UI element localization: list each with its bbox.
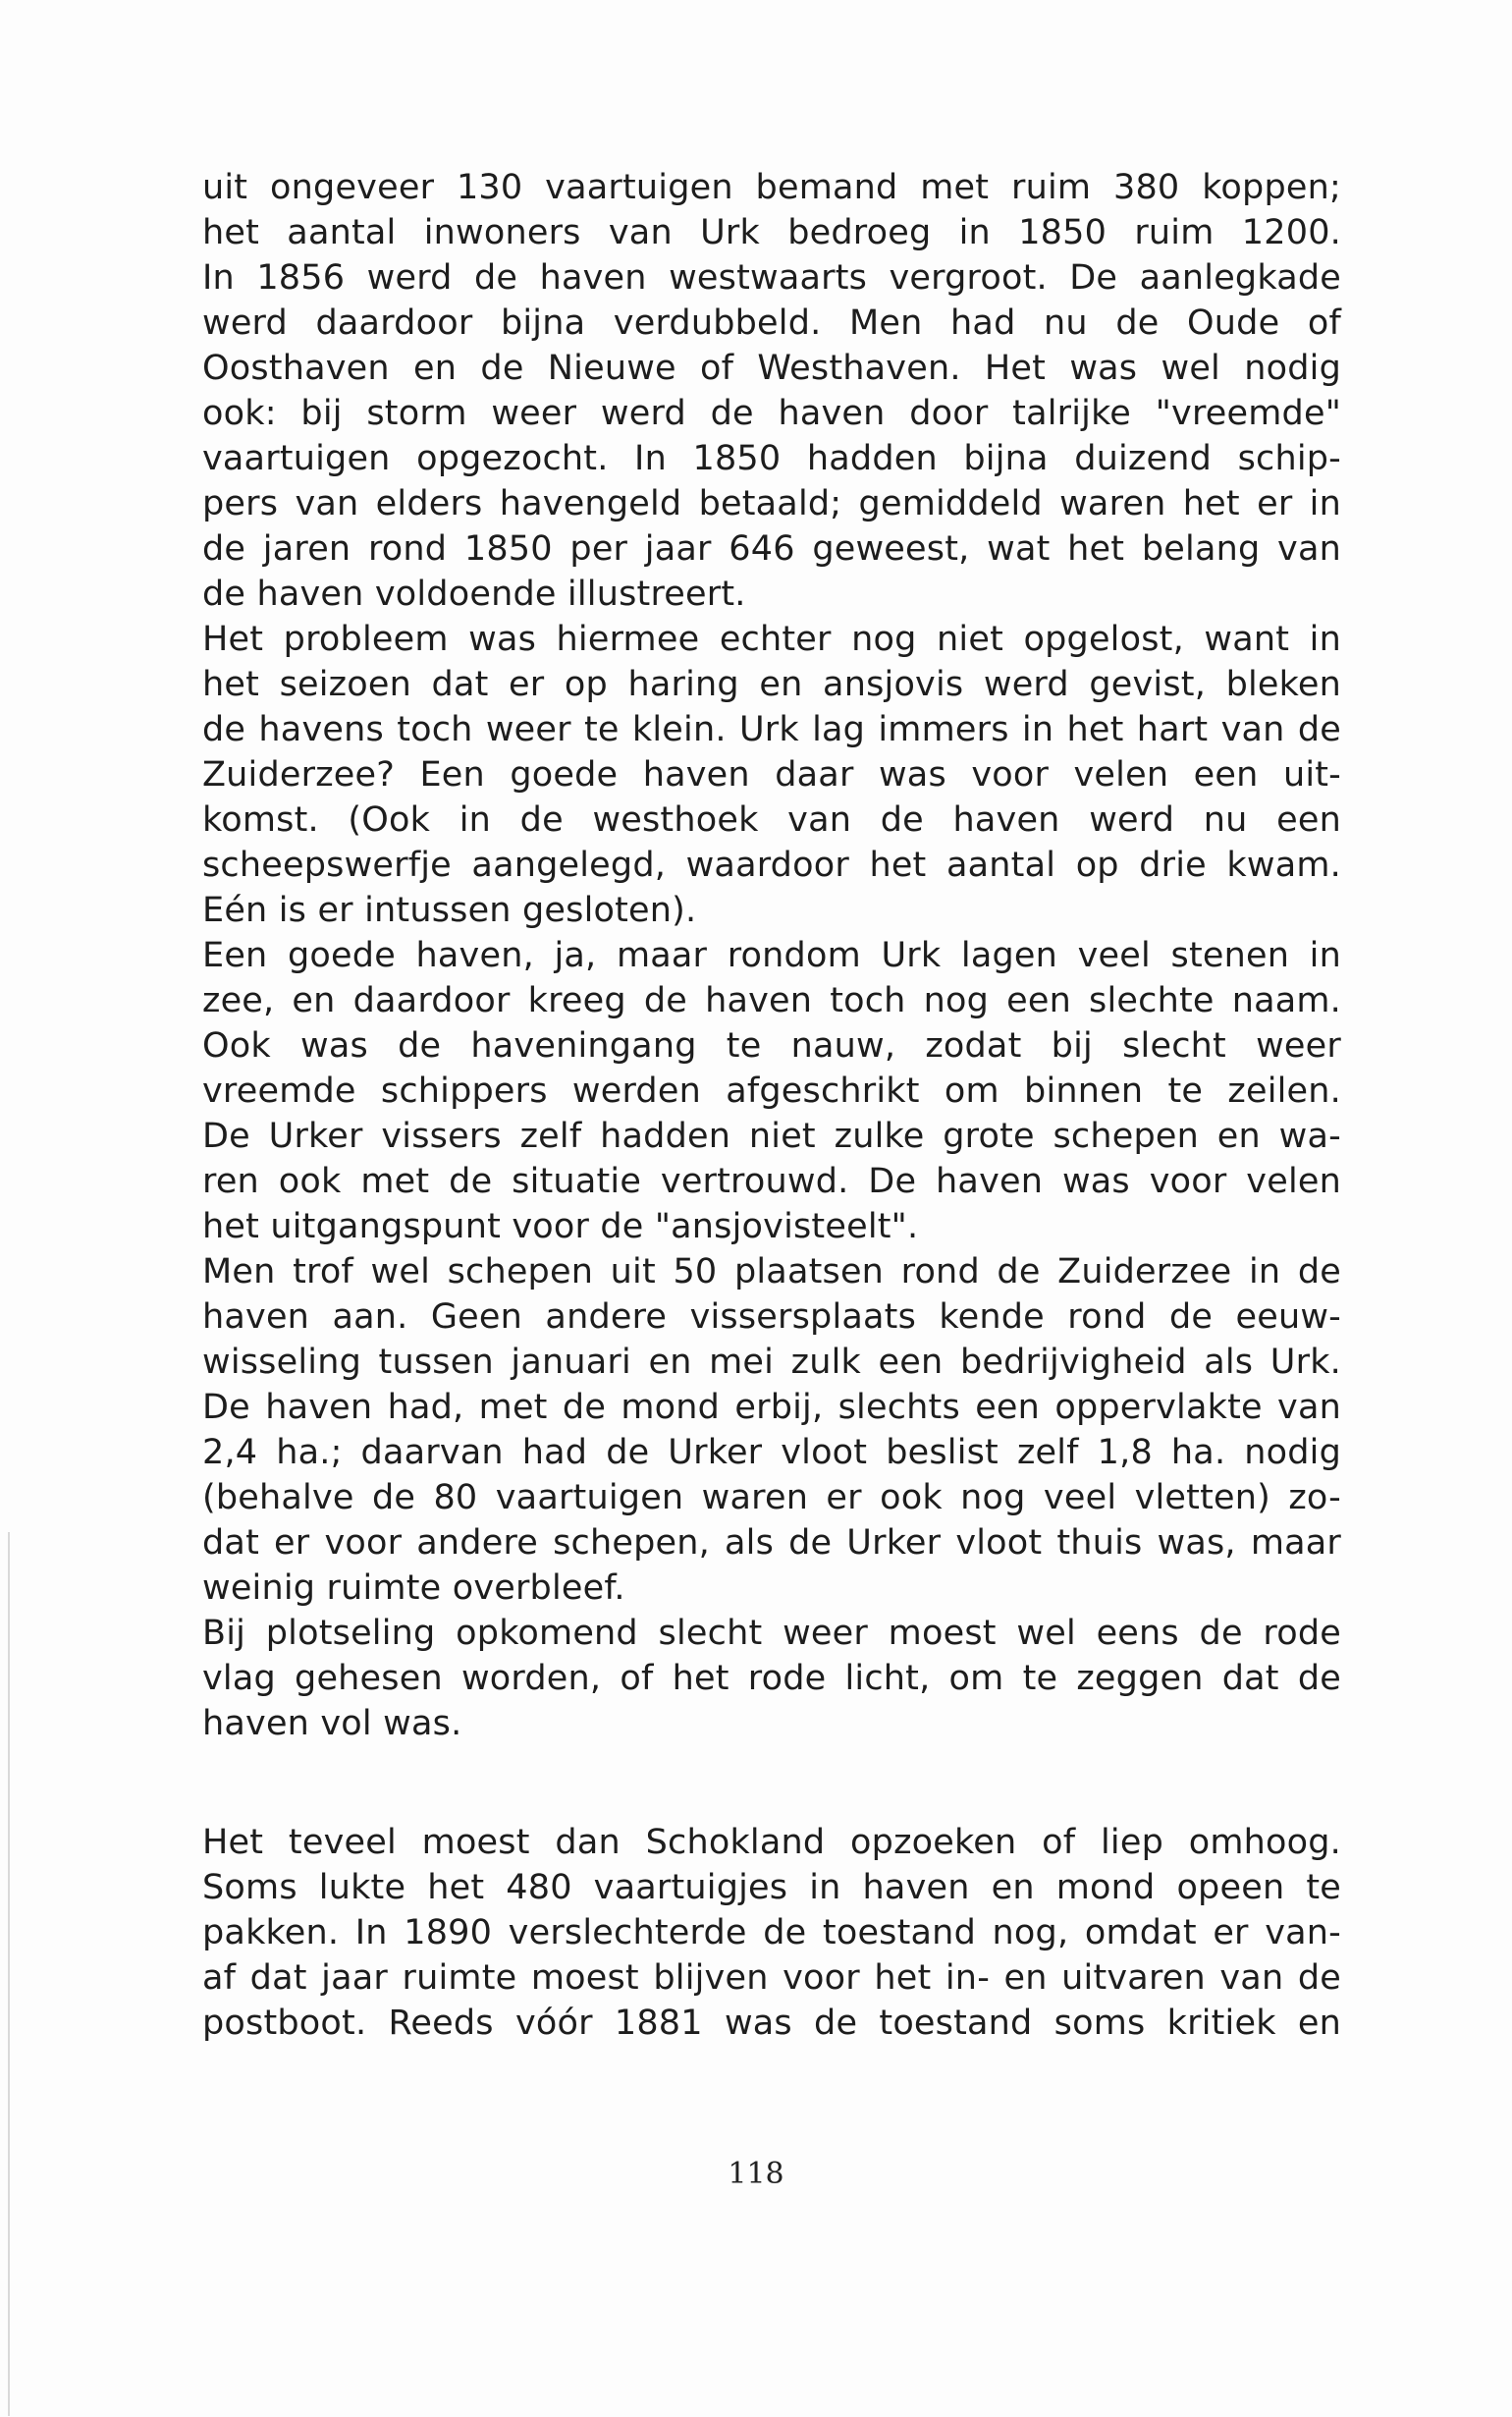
text-line: af dat jaar ruimte moest blijven voor het in- en uitvaren van de — [202, 1958, 1341, 1998]
text-line: Ook was de haveningang te nauw, zodat bij slecht weer — [202, 1026, 1341, 1066]
text-line: Een goede haven, ja, maar rondom Urk lagen veel stenen in — [202, 936, 1341, 975]
text-line: dat er voor andere schepen, als de Urker vloot thuis was, maar — [202, 1523, 1341, 1563]
text-line: Eén is er intussen gesloten). — [202, 891, 697, 930]
scan-edge-line — [8, 1532, 10, 2416]
text-line: Zuiderzee? Een goede haven daar was voor velen een uit- — [202, 755, 1341, 795]
text-line: weinig ruimte overbleef. — [202, 1568, 625, 1608]
text-line: de jaren rond 1850 per jaar 646 geweest, wat het belang van — [202, 529, 1341, 569]
text-line: haven aan. Geen andere vissersplaats kende rond de eeuw- — [202, 1297, 1341, 1337]
text-line: ook: bij storm weer werd de haven door talrijke "vreemde" — [202, 394, 1341, 433]
text-line: In 1856 werd de haven westwaarts vergroot. De aanlegkade — [202, 258, 1341, 298]
text-line: zee, en daardoor kreeg de haven toch nog een slechte naam. — [202, 981, 1341, 1020]
text-block-1 — [202, 165, 1341, 1746]
text-line: het aantal inwoners van Urk bedroeg in 1850 ruim 1200. — [202, 213, 1341, 252]
text-line: het seizoen dat er op haring en ansjovis werd gevist, bleken — [202, 665, 1341, 704]
text-line: Men trof wel schepen uit 50 plaatsen rond de Zuiderzee in de — [202, 1252, 1341, 1291]
text-line: haven vol was. — [202, 1704, 462, 1743]
text-line: postboot. Reeds vóór 1881 was de toestand soms kritiek en — [202, 2004, 1341, 2043]
text-line: wisseling tussen januari en mei zulk een bedrijvigheid als Urk. — [202, 1343, 1341, 1382]
text-line: Bij plotseling opkomend slecht weer moest wel eens de rode — [202, 1614, 1341, 1653]
text-line: Het probleem was hiermee echter nog niet opgelost, want in — [202, 620, 1341, 659]
text-line: het uitgangspunt voor de "ansjovisteelt". — [202, 1207, 919, 1246]
text-line: Soms lukte het 480 vaartuigjes in haven en mond opeen te — [202, 1868, 1341, 1907]
text-line: De haven had, met de mond erbij, slechts een oppervlakte van — [202, 1388, 1341, 1427]
text-line: (behalve de 80 vaartuigen waren er ook nog veel vletten) zo- — [202, 1478, 1341, 1517]
text-line: uit ongeveer 130 vaartuigen bemand met ruim 380 koppen; — [202, 168, 1341, 207]
text-line: komst. (Ook in de westhoek van de haven werd nu een — [202, 800, 1341, 840]
text-line: vreemde schippers werden afgeschrikt om binnen te zeilen. — [202, 1071, 1341, 1111]
text-line: 2,4 ha.; daarvan had de Urker vloot beslist zelf 1,8 ha. nodig — [202, 1433, 1341, 1472]
text-line: de haven voldoende illustreert. — [202, 575, 746, 614]
text-line: Oosthaven en de Nieuwe of Westhaven. Het was wel nodig — [202, 349, 1341, 388]
text-line: ren ook met de situatie vertrouwd. De haven was voor velen — [202, 1162, 1341, 1201]
text-line: De Urker vissers zelf hadden niet zulke grote schepen en wa- — [202, 1117, 1341, 1156]
text-block-2 — [202, 1820, 1341, 2046]
page-number: 118 — [728, 2157, 784, 2191]
text-line: werd daardoor bijna verdubbeld. Men had nu de Oude of — [202, 303, 1341, 343]
text-line: vlag gehesen worden, of het rode licht, om te zeggen dat de — [202, 1659, 1341, 1698]
text-line: vaartuigen opgezocht. In 1850 hadden bijna duizend schip- — [202, 439, 1341, 478]
text-line: de havens toch weer te klein. Urk lag immers in het hart van de — [202, 710, 1341, 749]
text-line: pers van elders havengeld betaald; gemiddeld waren het er in — [202, 484, 1341, 523]
text-line: pakken. In 1890 verslechterde de toestand nog, omdat er van- — [202, 1913, 1341, 1952]
text-line: scheepswerfje aangelegd, waardoor het aantal op drie kwam. — [202, 846, 1341, 885]
text-line: Het teveel moest dan Schokland opzoeken of liep omhoog. — [202, 1823, 1341, 1862]
